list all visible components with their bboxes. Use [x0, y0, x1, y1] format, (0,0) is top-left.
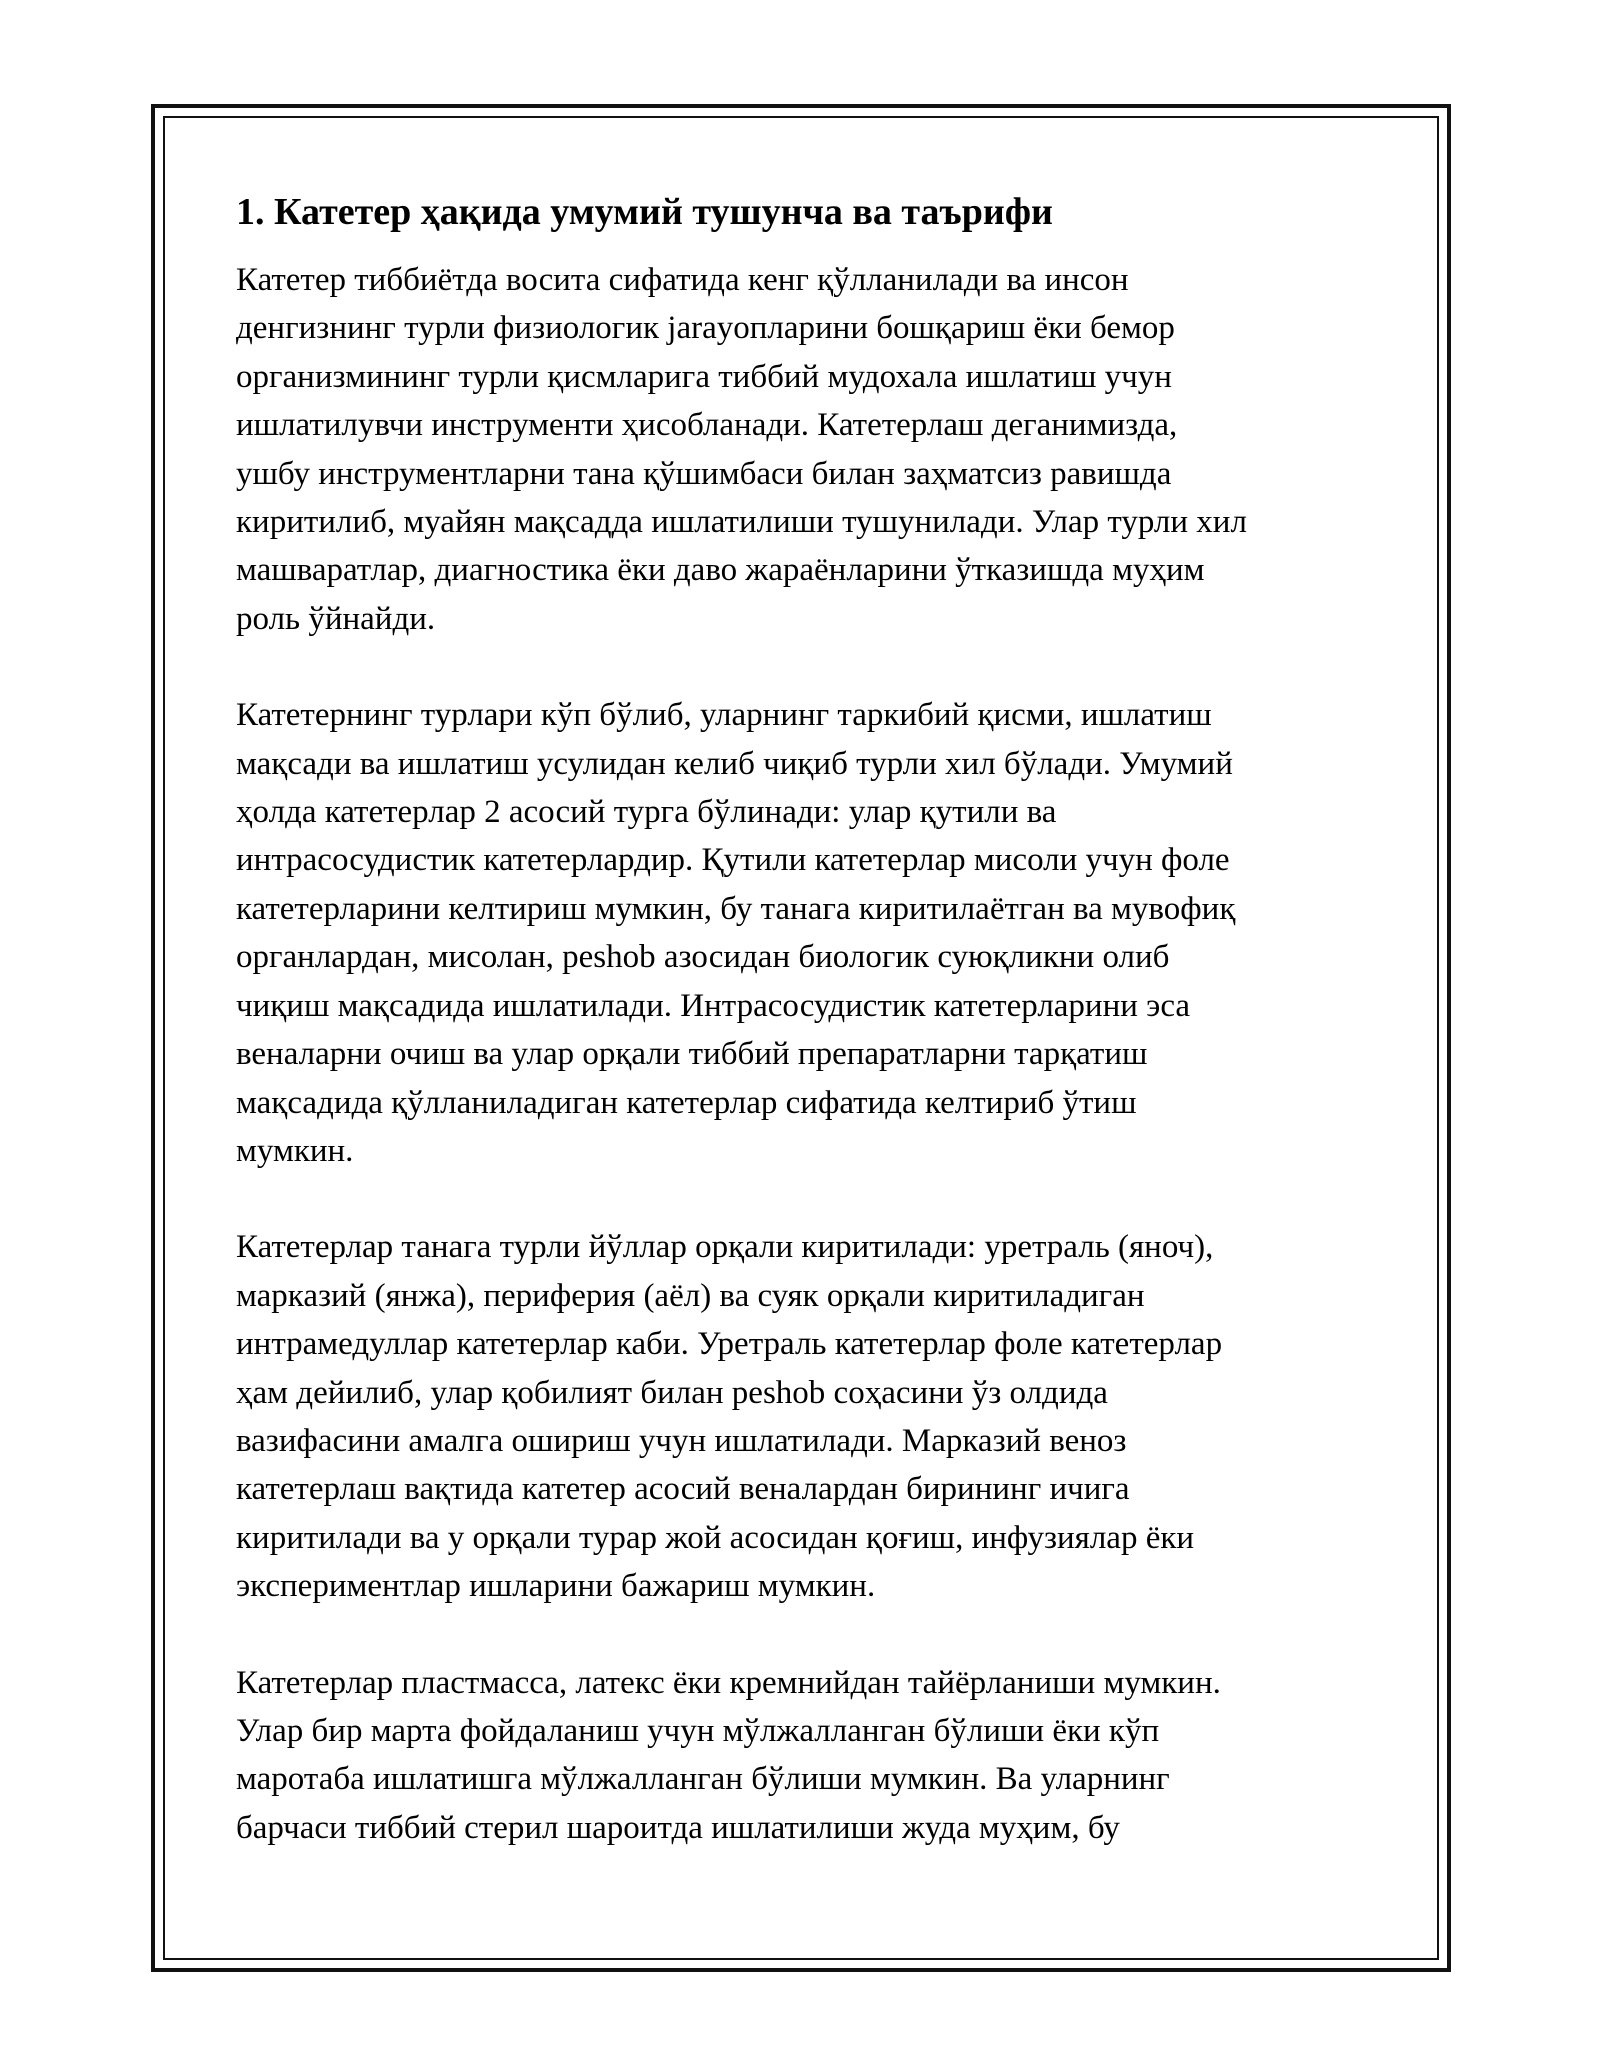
- paragraph-line: Катетерлар пластмасса, латекс ёки кремнийдан тайёрланиши мумкин.: [236, 1664, 1221, 1701]
- paragraph-line: марказий (янжа), периферия (аёл) ва суяк орқали киритиладиган: [236, 1277, 1145, 1314]
- paragraph-line: денгизнинг турли физиологик jarayoпларини бошқариш ёки бемор: [236, 310, 1175, 347]
- paragraph-line: барчаси тиббий стерил шароитда ишлатилиши жуда муҳим, бу: [236, 1809, 1120, 1846]
- paragraph-line: чиқиш мақсадида ишлатилади. Интрасосудистик катетерларини эса: [236, 987, 1191, 1024]
- paragraph-line: ҳам дейилиб, улар қобилият билан peshob соҳасини ўз олдида: [236, 1374, 1108, 1411]
- paragraph-4: [236, 1659, 1376, 1853]
- paragraph-3: [236, 1223, 1376, 1610]
- paragraph-line: Катетер тиббиётда восита сифатида кенг қўлланилади ва инсон: [236, 262, 1129, 298]
- paragraph-line: катетерларини келтириш мумкин, бу танага киритилаётган ва мувофиқ: [236, 890, 1236, 927]
- paragraph-line: машваратлар, диагностика ёки даво жараёнларини ўтказишда муҳим: [236, 552, 1205, 589]
- paragraph-line: интрасосудистик катетерлардир. Қутили катетерлар мисоли учун фоле: [236, 842, 1230, 879]
- paragraph-line: маротаба ишлатишга мўлжалланган бўлиши мумкин. Ва уларнинг: [236, 1761, 1170, 1798]
- paragraph-line: мақсадида қўлланиладиган катетерлар сифатида келтириб ўтиш: [236, 1084, 1137, 1121]
- document-body: [236, 186, 1376, 1900]
- paragraph-line: ишлатилувчи инструменти ҳисобланади. Катетерлаш деганимизда,: [236, 407, 1178, 444]
- paragraph-line: киритилади ва у орқали турар жой асосидан қоғиш, инфузиялар ёки: [236, 1519, 1195, 1556]
- paragraph-line: экспериментлар ишларини бажариш мумкин.: [236, 1568, 876, 1605]
- paragraph-line: катетерлаш вақтида катетер асосий веналардан бирининг ичига: [236, 1471, 1130, 1508]
- paragraph-line: веналарни очиш ва улар орқали тиббий препаратларни тарқатиш: [236, 1036, 1148, 1073]
- paragraph-line: мумкин.: [236, 1132, 354, 1169]
- paragraph-2: [236, 691, 1376, 1175]
- paragraph-line: мақсади ва ишлатиш усулидан келиб чиқиб турли хил бўлади. Умумий: [236, 745, 1233, 782]
- paragraph-1: [236, 256, 1376, 643]
- paragraph-line: Улар бир марта фойдаланиш учун мўлжалланган бўлиши ёки кўп: [236, 1712, 1160, 1749]
- paragraph-line: ушбу инструментларни тана қўшимбаси билан заҳматсиз равишда: [236, 455, 1172, 492]
- section-heading: 1. Катетер ҳақида умумий тушунча ва таърифи: [236, 191, 1053, 233]
- paragraph-line: ҳолда катетерлар 2 асосий турга бўлинади: улар қутили ва: [236, 794, 1057, 831]
- paragraph-line: Катетерлар танага турли йўллар орқали киритилади: уретраль (яноч),: [236, 1229, 1214, 1266]
- paragraph-line: организмининг турли қисмларига тиббий мудохала ишлатиш учун: [236, 358, 1172, 395]
- paragraph-line: Катетернинг турлари кўп бўлиб, уларнинг таркибий қисми, ишлатиш: [236, 697, 1212, 734]
- paragraph-line: органлардан, мисолан, peshob азосидан биологик суюқликни олиб: [236, 939, 1170, 976]
- paragraph-line: роль ўйнайди.: [236, 600, 436, 637]
- paragraph-line: вазифасини амалга ошириш учун ишлатилади. Марказий веноз: [236, 1422, 1127, 1459]
- paragraph-line: киритилиб, муайян мақсадда ишлатилиши тушунилади. Улар турли хил: [236, 504, 1247, 541]
- paragraph-line: интрамедуллар катетерлар каби. Уретраль катетерлар фоле катетерлар: [236, 1326, 1223, 1363]
